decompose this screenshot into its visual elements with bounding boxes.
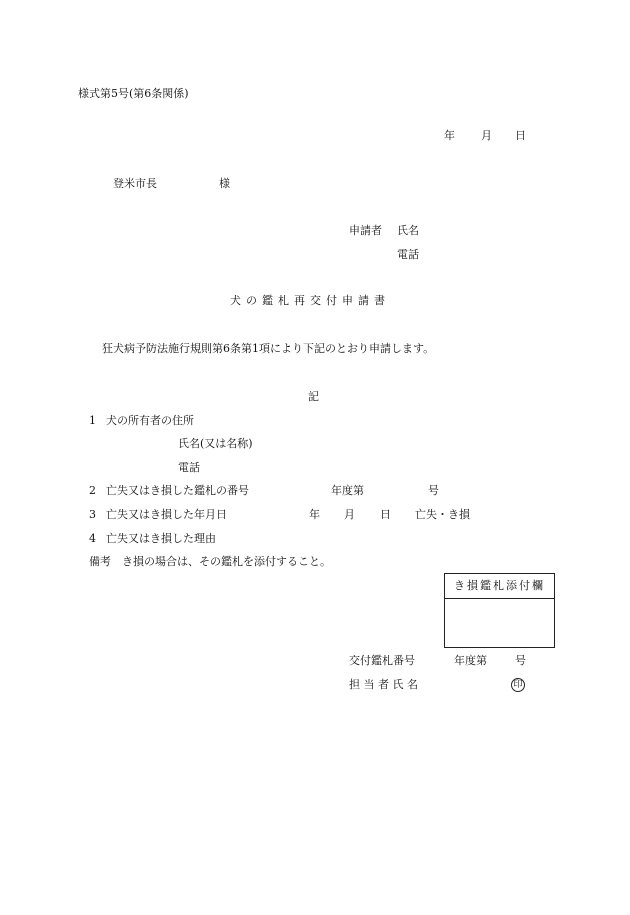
- issued-number-suffix: 号: [515, 654, 526, 667]
- item1-number: 1: [89, 414, 96, 427]
- item2-number-suffix: 号: [428, 484, 439, 497]
- item2-label: 亡失又はき損した鑑札の番号: [106, 484, 249, 497]
- item4-number: 4: [89, 532, 96, 545]
- seal-mark: 印: [511, 678, 525, 692]
- note-label: 備考: [89, 555, 111, 568]
- staff-name-label: 担 当 者 氏 名: [349, 678, 418, 691]
- item1-phone-label: 電話: [178, 461, 200, 474]
- date-month-label: 月: [481, 129, 492, 142]
- item3-day-label: 日: [380, 508, 391, 521]
- addressee-honorific: 様: [219, 177, 230, 190]
- date-day-label: 日: [515, 129, 526, 142]
- date-year-label: 年: [444, 129, 455, 142]
- intro-text: 狂犬病予防法施行規則第6条第1項により下記のとおり申請します。: [102, 342, 435, 355]
- note-text: き損の場合は、その鑑札を添付すること。: [122, 555, 331, 568]
- item3-month-label: 月: [344, 508, 355, 521]
- addressee-mayor: 登米市長: [113, 177, 157, 190]
- issued-fiscal-label: 年度第: [454, 654, 487, 667]
- item3-year-label: 年: [309, 508, 320, 521]
- applicant-label: 申請者: [349, 224, 382, 237]
- item3-label: 亡失又はき損した年月日: [106, 508, 227, 521]
- item3-type-label: 亡失・き損: [415, 508, 470, 521]
- attachment-box: [444, 573, 555, 648]
- issued-tag-label: 交付鑑札番号: [349, 654, 415, 667]
- item1-label: 犬の所有者の住所: [106, 414, 194, 427]
- item2-number: 2: [89, 484, 96, 497]
- item2-fiscal-label: 年度第: [331, 484, 364, 497]
- item1-name-label: 氏名(又は名称): [178, 437, 253, 450]
- applicant-name-label: 氏名: [397, 224, 419, 237]
- applicant-phone-label: 電話: [397, 248, 419, 261]
- document-title: 犬の鑑札再交付申請書: [230, 294, 390, 307]
- item4-label: 亡失又はき損した理由: [106, 532, 216, 545]
- attachment-box-header: き損鑑札添付欄: [445, 574, 554, 599]
- ki-heading: 記: [308, 390, 319, 403]
- item3-number: 3: [89, 508, 96, 521]
- form-number: 様式第5号(第6条関係): [78, 87, 189, 100]
